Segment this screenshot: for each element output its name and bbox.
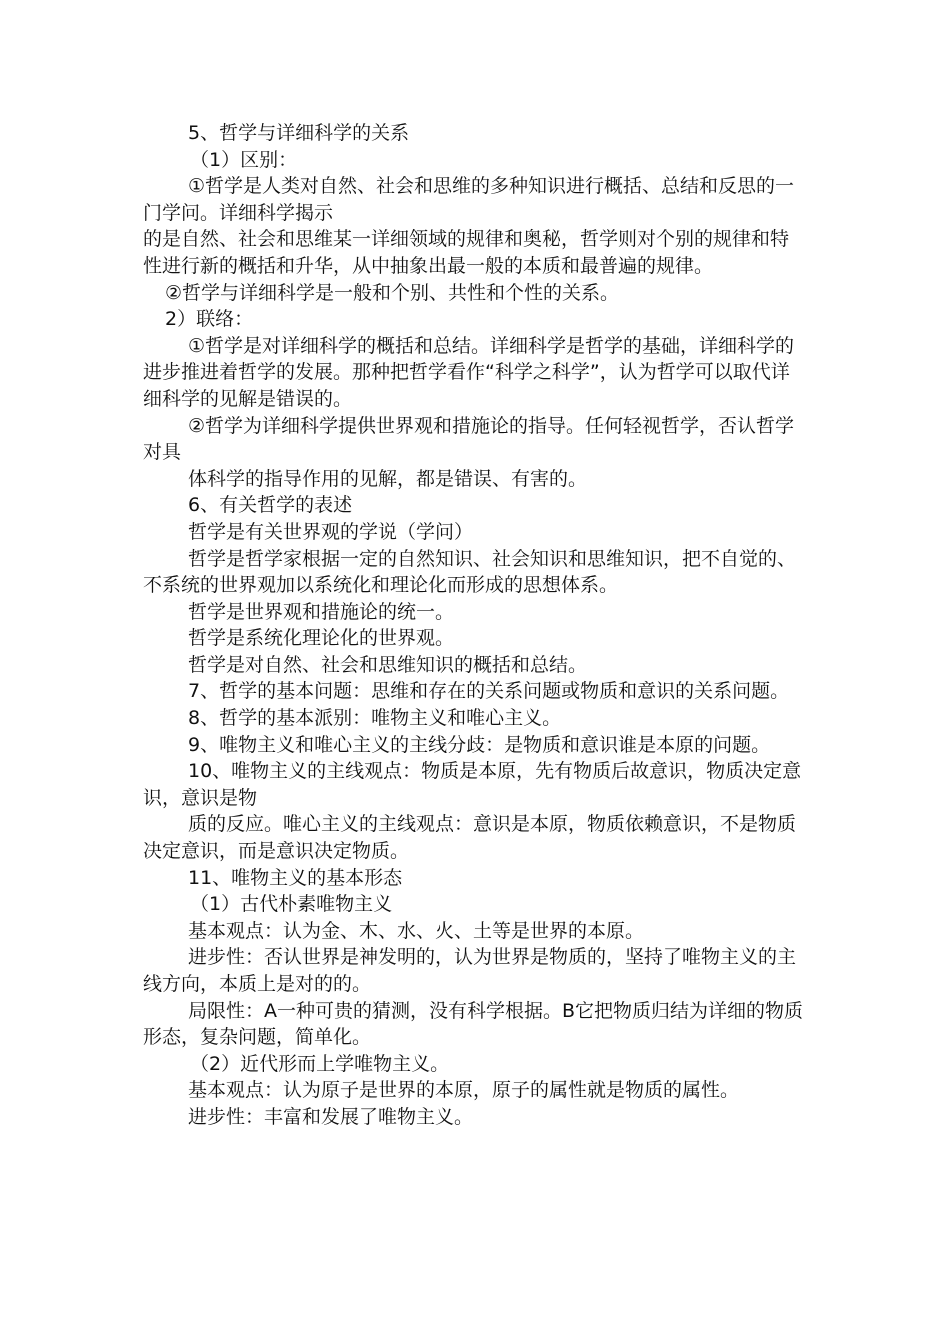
paragraph: ②哲学为详细科学提供世界观和措施论的指导。任何轻视哲学，否认哲学对具 [143,414,795,464]
section-heading-8: 8、哲学的基本派别：唯物主义和唯心主义。 [188,707,562,730]
section-heading-10: 10、唯物主义的主线观点：物质是本原，先有物质后故意识，物质决定意识，意识是物 [143,760,802,809]
subheading-modern-materialism: （2）近代形而上学唯物主义。 [190,1052,450,1075]
section-heading-6: 6、有关哲学的表述 [188,494,353,517]
paragraph: 哲学是有关世界观的学说（学问） [188,520,474,543]
paragraph: 进步性：丰富和发展了唯物主义。 [188,1105,474,1128]
paragraph: ②哲学与详细科学是一般和个别、共性和个性的关系。 [165,281,620,304]
paragraph: 哲学是哲学家根据一定的自然知识、社会知识和思维知识，把不自觉的、不系统的世界观加以系统化和理论化而形成的思想体系。 [143,547,797,597]
paragraph: 基本观点：认为金、木、水、火、土等是世界的本原。 [188,919,645,942]
paragraph: 质的反应。唯心主义的主线观点：意识是本原，物质依赖意识，不是物质决定意识，而是意识决定物质。 [143,813,797,863]
subheading-connection: 2）联络： [165,308,254,331]
paragraph: 基本观点：认为原子是世界的本原，原子的属性就是物质的属性。 [188,1079,740,1102]
document-body [143,120,807,1131]
section-heading-9: 9、唯物主义和唯心主义的主线分歧：是物质和意识谁是本原的问题。 [188,733,771,756]
section-heading-5: 5、哲学与详细科学的关系 [188,122,410,144]
paragraph: 哲学是对自然、社会和思维知识的概括和总结。 [188,653,588,676]
paragraph: 哲学是世界观和措施论的统一。 [188,600,455,623]
subheading-difference: （1）区别： [190,148,298,171]
paragraph: ①哲学是对详细科学的概括和总结。详细科学是哲学的基础，详细科学的进步推进着哲学的发展。那种把哲学看作“科学之科学”，认为哲学可以取代详细科学的见解是错误的。 [143,334,795,410]
paragraph: 的是自然、社会和思维某一详细领域的规律和奥秘，哲学则对个别的规律和特性进行新的概括和升华，从中抽象出最一般的本质和最普遍的规律。 [143,228,790,277]
section-heading-7: 7、哲学的基本问题：思维和存在的关系问题或物质和意识的关系问题。 [188,680,790,703]
paragraph: 进步性：否认世界是神发明的，认为世界是物质的，坚持了唯物主义的主线方向，本质上是对的的。 [143,946,797,995]
subheading-ancient-materialism: （1）古代朴素唯物主义 [190,893,393,916]
section-heading-11: 11、唯物主义的基本形态 [188,866,403,889]
paragraph: 体科学的指导作用的见解，都是错误、有害的。 [188,467,588,490]
paragraph: ①哲学是人类对自然、社会和思维的多种知识进行概括、总结和反思的一门学问。详细科学揭示 [143,175,795,224]
paragraph: 局限性：A一种可贵的猜测，没有科学根据。B它把物质归结为详细的物质形态，复杂问题，简单化。 [143,999,804,1049]
paragraph: 哲学是系统化理论化的世界观。 [188,627,455,650]
